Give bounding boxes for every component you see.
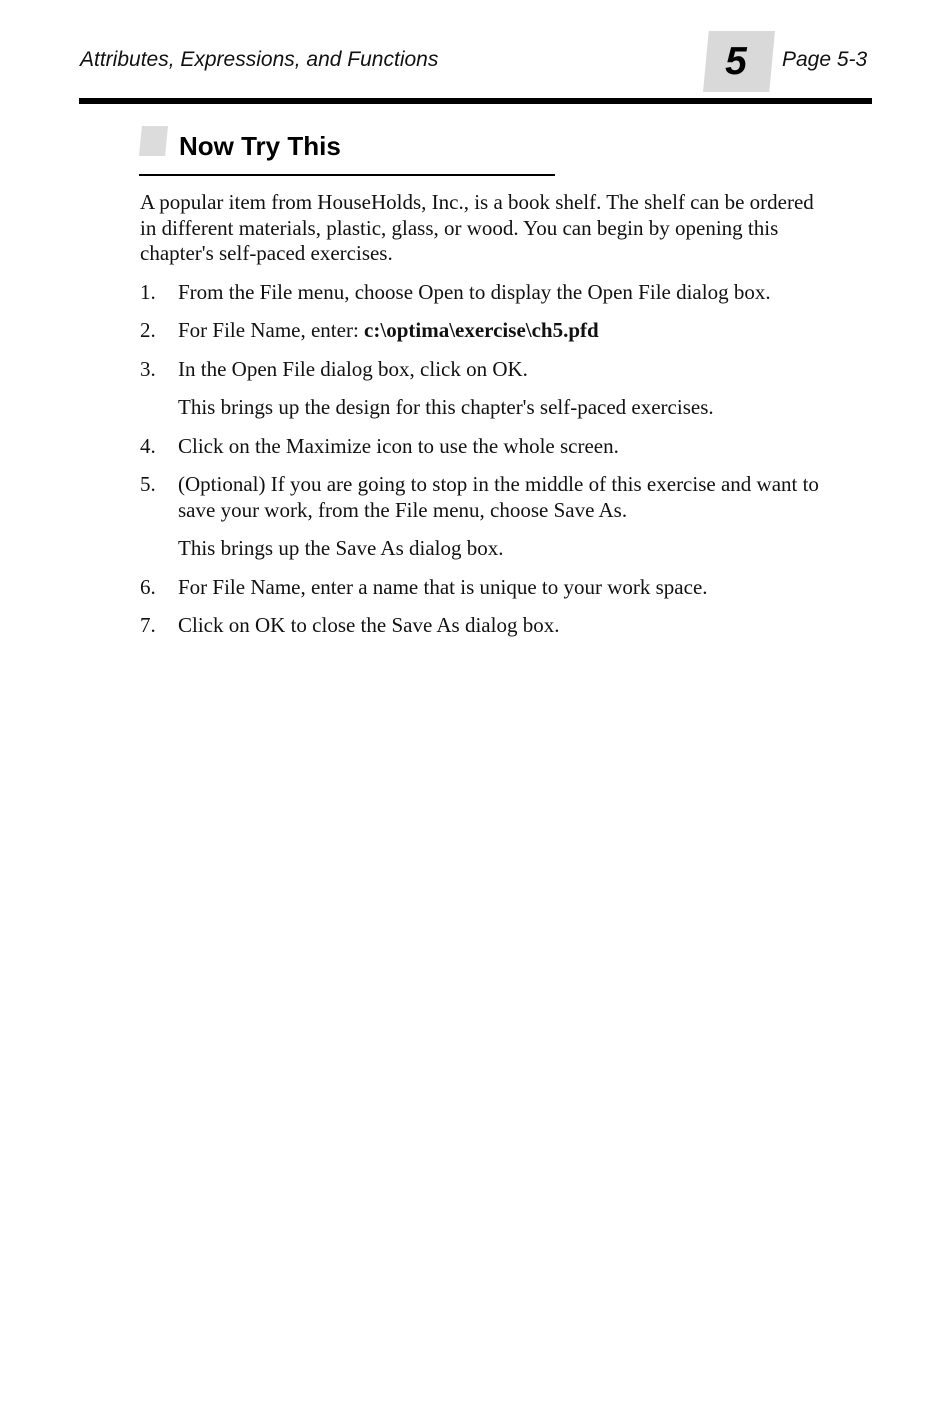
step-text: For File Name, enter a name that is unique to your work space.	[178, 574, 708, 599]
step-text: Click on OK to close the Save As dialog box.	[178, 613, 560, 637]
section-divider	[139, 174, 555, 176]
chapter-number: 5	[725, 40, 747, 83]
step-text: Click on the Maximize icon to use the whole screen.	[178, 433, 619, 458]
page-number: Page 5-3	[782, 48, 868, 71]
step-number: 7.	[140, 613, 156, 637]
step-note: This brings up the Save As dialog box.	[178, 536, 504, 560]
step-item	[140, 613, 830, 639]
step-item	[140, 357, 830, 383]
file-path: c:\optima\exercise\ch5.pfd	[364, 318, 599, 342]
step-number: 5.	[140, 472, 156, 496]
header-divider	[79, 98, 872, 104]
section-marker-icon	[139, 126, 168, 156]
step-note: This brings up the design for this chapter's self-paced exercises.	[178, 395, 714, 419]
intro-paragraph: A popular item from HouseHolds, Inc., is a book shelf. The shelf can be ordered in different materials, plastic, glass, or wood. You can begin by opening this chapter's self-paced exercises.	[140, 190, 814, 265]
step-number: 4.	[140, 433, 156, 458]
step-number: 3.	[140, 356, 156, 381]
step-number: 2.	[140, 318, 156, 342]
step-item	[140, 318, 830, 344]
step-item	[140, 575, 830, 601]
step-number: 1.	[140, 279, 156, 304]
step-item	[140, 280, 830, 306]
body-text	[140, 190, 830, 652]
step-text: From the File menu, choose Open to display the Open File dialog box.	[178, 279, 771, 304]
step-text-plain: For File Name, enter:	[178, 318, 365, 342]
running-header-title: Attributes, Expressions, and Functions	[80, 48, 439, 71]
step-number: 6.	[140, 574, 156, 599]
step-text: In the Open File dialog box, click on OK.	[178, 356, 528, 381]
step-item	[140, 472, 830, 523]
page-header	[0, 0, 950, 110]
section-heading: Now Try This	[179, 131, 341, 161]
step-text	[178, 318, 830, 344]
step-item	[140, 434, 830, 460]
step-text: (Optional) If you are going to stop in the middle of this exercise and want to save your work, from the File menu, choose Save As.	[178, 472, 819, 522]
